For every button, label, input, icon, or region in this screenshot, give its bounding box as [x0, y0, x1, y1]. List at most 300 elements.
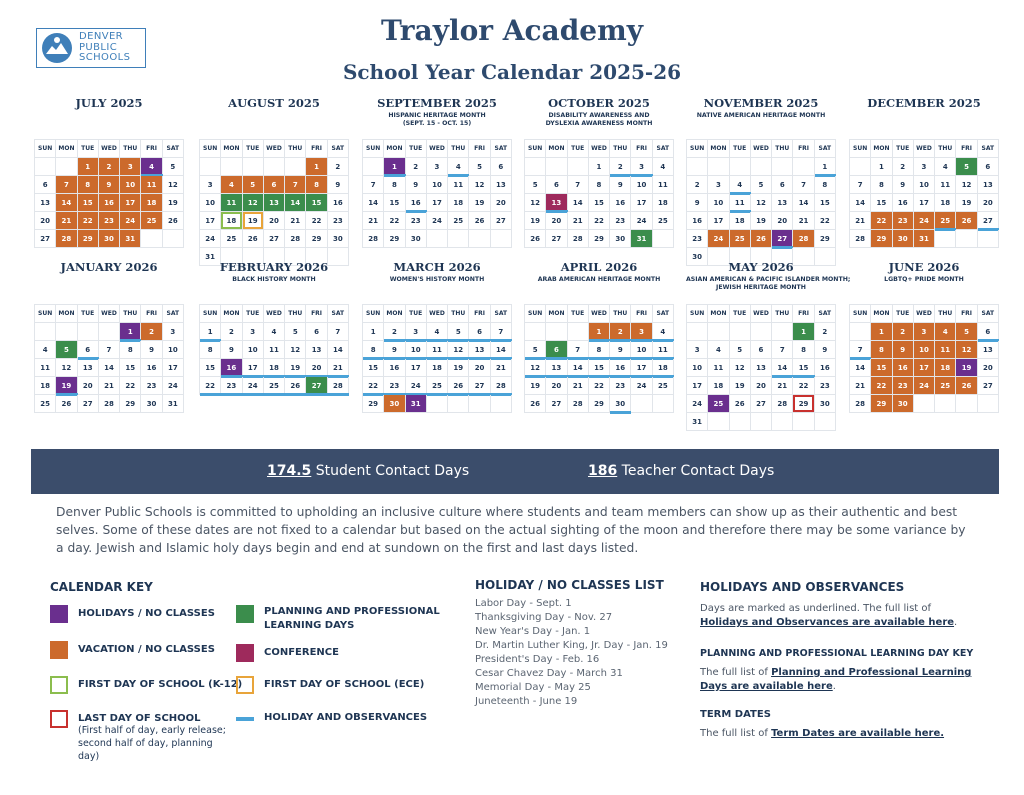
calendar-day: 21 — [99, 377, 120, 395]
calendar-day: 3 — [163, 323, 184, 341]
month-name: MARCH 2026 — [393, 260, 481, 274]
calendar-day: 20 — [978, 359, 999, 377]
calendar-day: 9 — [384, 341, 405, 359]
calendar-day: 10 — [914, 176, 935, 194]
calendar-day: 23 — [406, 212, 427, 230]
calendar-day: 26 — [56, 395, 77, 413]
calendar-day: 22 — [384, 212, 405, 230]
observances-heading: HOLIDAYS AND OBSERVANCES — [700, 580, 905, 594]
calendar-day: 8 — [363, 341, 384, 359]
weekday-header: TUE — [893, 140, 914, 158]
calendar-empty-cell — [448, 395, 469, 413]
month-note: DYSLEXIA AWARENESS MONTH — [545, 119, 653, 127]
calendar-day: 21 — [568, 377, 589, 395]
calendar-day: 15 — [384, 194, 405, 212]
planning-key-heading: PLANNING AND PROFESSIONAL LEARNING DAY KEY — [700, 648, 974, 659]
calendar-day: 11 — [427, 341, 448, 359]
calendar-day: 27 — [772, 230, 793, 248]
month-name: FEBRUARY 2026 — [219, 260, 329, 274]
calendar-day: 11 — [935, 176, 956, 194]
calendar-day: 17 — [200, 212, 221, 230]
conference-swatch — [236, 644, 254, 662]
calendar-day: 30 — [687, 248, 708, 266]
calendar-day: 19 — [956, 359, 977, 377]
calendar-day: 17 — [631, 359, 652, 377]
calendar-day: 4 — [653, 158, 674, 176]
calendar-day: 28 — [491, 377, 512, 395]
calendar-day: 30 — [893, 395, 914, 413]
calendar-day: 30 — [99, 230, 120, 248]
calendar-day: 7 — [328, 323, 349, 341]
calendar-empty-cell — [708, 158, 729, 176]
calendar-day: 25 — [708, 395, 729, 413]
holiday-list-item: Dr. Martin Luther King, Jr. Day - Jan. 19 — [475, 640, 668, 651]
calendar-day: 5 — [956, 158, 977, 176]
calendar-day: 11 — [264, 341, 285, 359]
calendar-day: 26 — [469, 212, 490, 230]
weekday-header: MON — [221, 140, 242, 158]
weekday-header: TUE — [568, 140, 589, 158]
month-april-2026 — [524, 260, 674, 440]
calendar-day: 10 — [427, 176, 448, 194]
vacation-swatch — [50, 641, 68, 659]
weekday-header: WED — [751, 305, 772, 323]
calendar-day: 14 — [568, 359, 589, 377]
calendar-day: 4 — [935, 158, 956, 176]
calendar-day: 5 — [525, 341, 546, 359]
calendar-day: 17 — [914, 194, 935, 212]
calendar-day: 24 — [914, 377, 935, 395]
calendar-day: 15 — [78, 194, 99, 212]
calendar-day: 14 — [363, 194, 384, 212]
calendar-day: 5 — [285, 323, 306, 341]
calendar-day: 20 — [469, 359, 490, 377]
weekday-header: SAT — [491, 305, 512, 323]
calendar-day: 29 — [384, 230, 405, 248]
calendar-day: 15 — [793, 359, 814, 377]
weekday-header: MON — [384, 140, 405, 158]
calendar-day: 12 — [751, 194, 772, 212]
weekday-header: SAT — [328, 305, 349, 323]
calendar-day: 8 — [815, 176, 836, 194]
page-title: Traylor Academy — [381, 14, 643, 47]
calendar-day: 6 — [546, 341, 567, 359]
calendar-empty-cell — [653, 230, 674, 248]
weekday-header: TUE — [406, 305, 427, 323]
calendar-day: 13 — [546, 194, 567, 212]
calendar-day: 29 — [306, 230, 327, 248]
holiday-list-item: Thanksgiving Day - Nov. 27 — [475, 612, 613, 623]
calendar-day: 6 — [306, 323, 327, 341]
calendar-day: 27 — [751, 395, 772, 413]
calendar-empty-cell — [751, 158, 772, 176]
calendar-day: 22 — [589, 377, 610, 395]
calendar-day: 15 — [589, 194, 610, 212]
calendar-day: 18 — [427, 359, 448, 377]
observances-text: Days are marked as underlined. The full list of Holidays and Observances are available here. — [700, 603, 958, 628]
calendar-day: 8 — [793, 341, 814, 359]
term-dates-link[interactable]: Term Dates are available here. — [771, 728, 945, 739]
holiday-list-heading: HOLIDAY / NO CLASSES LIST — [475, 578, 664, 592]
weekday-header: WED — [589, 305, 610, 323]
calendar-day: 6 — [264, 176, 285, 194]
calendar-empty-cell — [546, 158, 567, 176]
calendar-day: 2 — [687, 176, 708, 194]
calendar-day: 6 — [751, 341, 772, 359]
calendar-day: 29 — [363, 395, 384, 413]
calendar-day: 18 — [221, 212, 242, 230]
term-dates-text: The full list of Term Dates are available here. — [700, 728, 945, 739]
month-december-2025 — [849, 96, 999, 276]
calendar-day: 1 — [589, 323, 610, 341]
calendar-day: 17 — [406, 359, 427, 377]
month-grid — [199, 304, 349, 395]
calendar-day: 17 — [914, 359, 935, 377]
month-note: NATIVE AMERICAN HERITAGE MONTH — [696, 112, 826, 119]
calendar-day: 13 — [35, 194, 56, 212]
calendar-day: 18 — [653, 194, 674, 212]
calendar-day: 2 — [610, 323, 631, 341]
weekday-header: FRI — [631, 140, 652, 158]
calendar-day: 16 — [384, 359, 405, 377]
calendar-day: 9 — [893, 341, 914, 359]
holiday-list-item: President's Day - Feb. 16 — [475, 654, 600, 665]
month-grid — [362, 139, 512, 248]
weekday-header: SAT — [163, 140, 184, 158]
month-name: SEPTEMBER 2025 — [377, 96, 497, 110]
calendar-day: 2 — [99, 158, 120, 176]
calendar-day: 14 — [285, 194, 306, 212]
month-name: NOVEMBER 2025 — [703, 96, 819, 110]
calendar-day: 27 — [978, 212, 999, 230]
calendar-day: 10 — [163, 341, 184, 359]
calendar-day: 28 — [850, 230, 871, 248]
calendar-day: 15 — [589, 359, 610, 377]
calendar-day: 13 — [751, 359, 772, 377]
calendar-day: 27 — [546, 395, 567, 413]
calendar-day: 9 — [141, 341, 162, 359]
calendar-day: 14 — [850, 194, 871, 212]
calendar-day: 29 — [589, 230, 610, 248]
month-grid — [524, 139, 674, 248]
calendar-day: 7 — [568, 176, 589, 194]
holiday-list — [475, 597, 668, 709]
calendar-day: 16 — [221, 359, 242, 377]
calendar-day: 14 — [328, 341, 349, 359]
holiday-list-item: New Year's Day - Jan. 1 — [475, 626, 591, 637]
calendar-day: 30 — [384, 395, 405, 413]
calendar-day: 13 — [772, 194, 793, 212]
calendar-day: 15 — [306, 194, 327, 212]
calendar-day: 2 — [893, 323, 914, 341]
calendar-empty-cell — [772, 158, 793, 176]
dps-logo-text: DENVER PUBLIC SCHOOLS — [79, 31, 131, 64]
weekday-header: THU — [772, 140, 793, 158]
calendar-day: 1 — [384, 158, 405, 176]
calendar-day: 29 — [871, 395, 892, 413]
calendar-day: 10 — [914, 341, 935, 359]
calendar-day: 9 — [687, 194, 708, 212]
month-note: WOMEN'S HISTORY MONTH — [389, 276, 485, 283]
calendar-day: 28 — [568, 395, 589, 413]
weekday-header: FRI — [469, 305, 490, 323]
inclusion-statement: Denver Public Schools is committed to upholding an inclusive culture where students and team members can show up as their authentic and best selves. Some of these dates are not fixed to a calendar but based on the actual sighting of the moon and therefore there may be some variance by a day. Jewish and Islamic holy days begin and end at sundown on the first and last days listed. — [56, 505, 966, 555]
weekday-header: TUE — [730, 305, 751, 323]
calendar-day: 1 — [815, 158, 836, 176]
weekday-header: TUE — [243, 140, 264, 158]
calendar-empty-cell — [730, 413, 751, 431]
calendar-empty-cell — [491, 395, 512, 413]
calendar-day: 10 — [243, 341, 264, 359]
month-name: MAY 2026 — [728, 260, 794, 274]
calendar-day: 22 — [871, 377, 892, 395]
calendar-day: 4 — [653, 323, 674, 341]
month-june-2026 — [849, 260, 999, 440]
month-name: OCTOBER 2025 — [548, 96, 650, 110]
calendar-day: 24 — [427, 212, 448, 230]
calendar-day: 16 — [610, 194, 631, 212]
calendar-empty-cell — [285, 158, 306, 176]
calendar-empty-cell — [35, 323, 56, 341]
calendar-day: 21 — [793, 212, 814, 230]
calendar-day: 29 — [78, 230, 99, 248]
calendar-empty-cell — [243, 158, 264, 176]
calendar-day: 5 — [730, 341, 751, 359]
month-grid — [849, 139, 999, 248]
planning-days-link[interactable]: Planning and Professional Learning Days are available here — [700, 667, 972, 692]
weekday-header: MON — [546, 140, 567, 158]
calendar-day: 24 — [687, 395, 708, 413]
calendar-empty-cell — [631, 395, 652, 413]
calendar-day: 4 — [427, 323, 448, 341]
calendar-day: 7 — [850, 341, 871, 359]
calendar-day: 15 — [871, 194, 892, 212]
month-grid — [34, 304, 184, 413]
calendar-day: 25 — [935, 377, 956, 395]
calendar-day: 15 — [363, 359, 384, 377]
student-contact-days: 174.5 Student Contact Days — [267, 463, 470, 479]
calendar-day: 4 — [730, 176, 751, 194]
calendar-day: 27 — [78, 395, 99, 413]
weekday-header: THU — [448, 305, 469, 323]
calendar-day: 15 — [815, 194, 836, 212]
month-grid — [686, 304, 836, 431]
calendar-empty-cell — [56, 158, 77, 176]
month-september-2025 — [362, 96, 512, 276]
calendar-day: 20 — [491, 194, 512, 212]
month-october-2025 — [524, 96, 674, 276]
calendar-day: 19 — [956, 194, 977, 212]
calendar-day: 7 — [491, 323, 512, 341]
weekday-header: THU — [610, 140, 631, 158]
calendar-day: 10 — [120, 176, 141, 194]
weekday-header: SAT — [163, 305, 184, 323]
calendar-day: 27 — [469, 377, 490, 395]
calendar-day: 30 — [610, 395, 631, 413]
calendar-day: 7 — [568, 341, 589, 359]
key-conference: CONFERENCE — [236, 644, 339, 662]
key-last-day: LAST DAY OF SCHOOL (First half of day, early release; second half of day, planning day) — [50, 710, 228, 763]
calendar-day: 29 — [589, 395, 610, 413]
calendar-day: 17 — [687, 377, 708, 395]
calendar-day: 4 — [264, 323, 285, 341]
calendar-day: 26 — [525, 395, 546, 413]
calendar-day: 18 — [35, 377, 56, 395]
contact-days-banner — [31, 449, 999, 494]
calendar-day: 3 — [120, 158, 141, 176]
month-note: LGBTQ+ PRIDE MONTH — [884, 276, 964, 283]
calendar-day: 10 — [631, 341, 652, 359]
calendar-day: 26 — [730, 395, 751, 413]
calendar-day: 7 — [56, 176, 77, 194]
calendar-day: 30 — [893, 230, 914, 248]
calendar-day: 25 — [264, 377, 285, 395]
calendar-day: 9 — [610, 176, 631, 194]
calendar-day: 2 — [328, 158, 349, 176]
calendar-empty-cell — [264, 158, 285, 176]
calendar-day: 12 — [243, 194, 264, 212]
weekday-header: THU — [935, 305, 956, 323]
calendar-day: 27 — [491, 212, 512, 230]
weekday-header: THU — [772, 305, 793, 323]
calendar-empty-cell — [772, 413, 793, 431]
calendar-day: 20 — [978, 194, 999, 212]
calendar-day: 24 — [243, 377, 264, 395]
weekday-header: SUN — [687, 140, 708, 158]
month-note: (SEPT. 15 - OCT. 15) — [402, 119, 472, 127]
calendar-day: 19 — [56, 377, 77, 395]
calendar-day: 3 — [914, 158, 935, 176]
calendar-day: 14 — [99, 359, 120, 377]
calendar-day: 5 — [751, 176, 772, 194]
calendar-day: 17 — [243, 359, 264, 377]
holiday-list-item: Cesar Chavez Day - March 31 — [475, 668, 623, 679]
calendar-day: 4 — [141, 158, 162, 176]
calendar-day: 11 — [35, 359, 56, 377]
calendar-day: 26 — [956, 377, 977, 395]
calendar-day: 28 — [793, 230, 814, 248]
weekday-header: FRI — [306, 305, 327, 323]
calendar-day: 7 — [850, 176, 871, 194]
month-name: JUNE 2026 — [888, 260, 960, 274]
calendar-empty-cell — [956, 395, 977, 413]
calendar-day: 25 — [448, 212, 469, 230]
weekday-header: MON — [708, 305, 729, 323]
weekday-header: THU — [120, 140, 141, 158]
calendar-day: 6 — [772, 176, 793, 194]
calendar-day: 20 — [78, 377, 99, 395]
calendar-day: 29 — [793, 395, 814, 413]
calendar-day: 23 — [141, 377, 162, 395]
weekday-header: MON — [384, 305, 405, 323]
calendar-day: 19 — [525, 377, 546, 395]
weekday-header: SUN — [200, 305, 221, 323]
weekday-header: SUN — [35, 305, 56, 323]
calendar-day: 12 — [163, 176, 184, 194]
weekday-header: THU — [610, 305, 631, 323]
calendar-day: 25 — [935, 212, 956, 230]
weekday-header: SUN — [363, 140, 384, 158]
weekday-header: MON — [871, 140, 892, 158]
calendar-day: 18 — [264, 359, 285, 377]
weekday-header: MON — [56, 305, 77, 323]
calendar-day: 12 — [56, 359, 77, 377]
term-dates-heading: TERM DATES — [700, 709, 771, 720]
calendar-day: 20 — [35, 212, 56, 230]
calendar-day: 9 — [815, 341, 836, 359]
calendar-day: 21 — [285, 212, 306, 230]
planning-key-text: The full list of Planning and Professional Learning Days are available here. — [700, 667, 972, 692]
calendar-day: 30 — [610, 230, 631, 248]
calendar-day: 6 — [978, 158, 999, 176]
weekday-header: WED — [751, 140, 772, 158]
calendar-day: 10 — [200, 194, 221, 212]
calendar-day: 24 — [163, 377, 184, 395]
calendar-day: 20 — [306, 359, 327, 377]
calendar-day: 27 — [306, 377, 327, 395]
calendar-empty-cell — [200, 158, 221, 176]
weekday-header: SAT — [328, 140, 349, 158]
calendar-day: 23 — [384, 377, 405, 395]
weekday-header: TUE — [78, 140, 99, 158]
weekday-header: SUN — [850, 140, 871, 158]
calendar-day: 25 — [653, 377, 674, 395]
month-january-2026 — [34, 260, 184, 440]
month-name: JANUARY 2026 — [60, 260, 158, 274]
calendar-day: 25 — [35, 395, 56, 413]
calendar-empty-cell — [708, 413, 729, 431]
weekday-header: WED — [99, 140, 120, 158]
calendar-empty-cell — [751, 413, 772, 431]
observances-link[interactable]: Holidays and Observances are available here — [700, 617, 955, 628]
calendar-day: 27 — [546, 230, 567, 248]
calendar-day: 2 — [610, 158, 631, 176]
calendar-day: 7 — [99, 341, 120, 359]
weekday-header: MON — [546, 305, 567, 323]
calendar-day: 8 — [871, 176, 892, 194]
month-grid — [34, 139, 184, 248]
calendar-day: 26 — [163, 212, 184, 230]
calendar-day: 1 — [589, 158, 610, 176]
calendar-day: 16 — [99, 194, 120, 212]
weekday-header: THU — [448, 140, 469, 158]
calendar-day: 13 — [978, 341, 999, 359]
calendar-day: 14 — [793, 194, 814, 212]
calendar-day: 14 — [772, 359, 793, 377]
calendar-day: 26 — [751, 230, 772, 248]
calendar-day: 3 — [200, 176, 221, 194]
calendar-empty-cell — [78, 323, 99, 341]
calendar-day: 26 — [525, 230, 546, 248]
calendar-empty-cell — [914, 395, 935, 413]
calendar-day: 22 — [589, 212, 610, 230]
calendar-day: 24 — [200, 230, 221, 248]
calendar-day: 29 — [815, 230, 836, 248]
calendar-day: 8 — [871, 341, 892, 359]
calendar-day: 22 — [815, 212, 836, 230]
calendar-empty-cell — [687, 323, 708, 341]
calendar-day: 3 — [914, 323, 935, 341]
calendar-empty-cell — [850, 323, 871, 341]
calendar-day: 23 — [893, 212, 914, 230]
calendar-day: 2 — [221, 323, 242, 341]
calendar-day: 17 — [708, 212, 729, 230]
weekday-header: THU — [120, 305, 141, 323]
key-planning: PLANNING AND PROFESSIONAL LEARNING DAYS — [236, 605, 454, 633]
calendar-day: 1 — [120, 323, 141, 341]
calendar-day: 22 — [200, 377, 221, 395]
calendar-day: 30 — [328, 230, 349, 248]
